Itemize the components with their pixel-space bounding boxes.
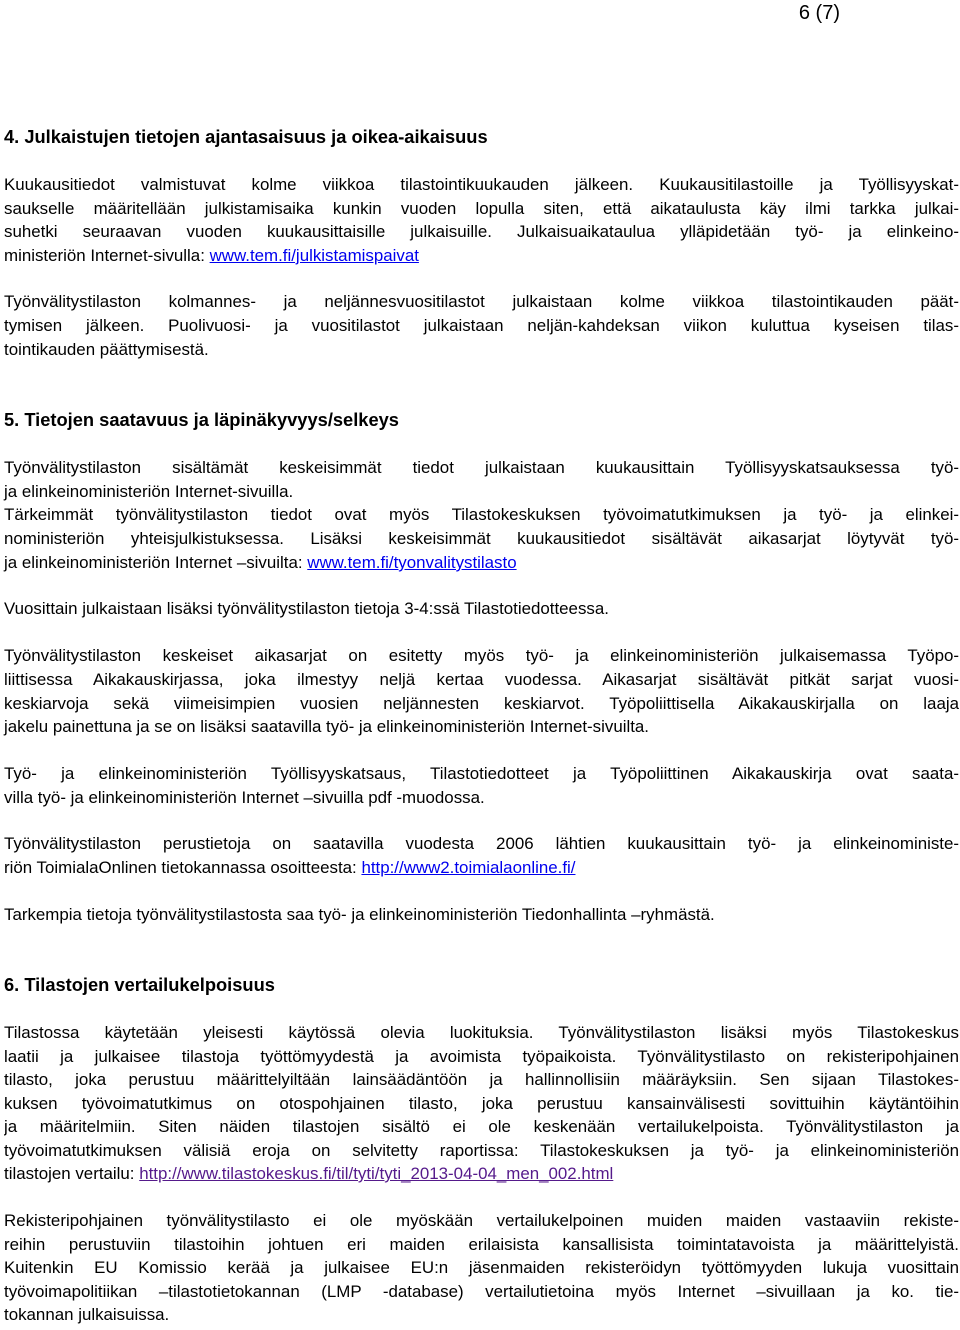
- paragraph-line: tilasto, joka perustuu määrittelyiltään lainsäädäntöön ja hallinnollisiin määräyksiin. Sen sijaan Tilastokes-: [4, 1070, 959, 1089]
- paragraph-line: noministeriön yhteisjulkistuksessa. Lisäksi keskeisimmät kuukausitiedot sisältävät aikasarjat löytyvät työ-: [4, 529, 959, 548]
- paragraph-text: riön ToimialaOnlinen tietokannassa osoitteesta:: [4, 858, 357, 877]
- paragraph-line: reihin perustuviin tilastoihin johtuen eri maiden erilaisista kansallisista toimintatavoista ja määrittelyistä.: [4, 1235, 959, 1254]
- paragraph-line: Työnvälitystilaston kolmannes- ja neljännesvuositilastot julkaistaan kolme viikkoa tilastointikauden päät-: [4, 292, 959, 311]
- section-5-heading: 5. Tietojen saatavuus ja läpinäkyvyys/selkeys: [4, 409, 399, 430]
- paragraph-line: [4, 551, 959, 575]
- paragraph-line: Tarkempia tietoja työnvälitystilastosta saa työ- ja elinkeinoministeriön Tiedonhallinta –ryhmästä.: [4, 905, 715, 924]
- tyonvalitystilasto-link[interactable]: www.tem.fi/tyonvalitystilasto: [307, 553, 517, 572]
- paragraph-line: työvoimapolitiikan –tilastotietokannan (LMP -database) vertailutietoina myös Internet –sivuillaan ja ko. tie-: [4, 1282, 959, 1301]
- paragraph-line: Kuukausitiedot valmistuvat kolme viikkoa tilastointikuukauden jälkeen. Kuukausitilastoille ja Työllisyyskat-: [4, 175, 959, 194]
- paragraph-line: [4, 856, 959, 880]
- paragraph-line: työvoimatutkimuksen välisiä eroja on selvitetty raportissa: Tilastokeskuksen ja työ- ja elinkeinoministeriön: [4, 1141, 959, 1160]
- julkistamispaivat-link[interactable]: www.tem.fi/julkistamispaivat: [209, 246, 419, 265]
- tilastokeskus-report-link[interactable]: http://www.tilastokeskus.fi/til/tyti/tyti_2013-04-04_men_002.html: [139, 1164, 614, 1183]
- paragraph-line: kuksen työvoimatutkimus on otospohjainen tilasto, joka perustuu kansainvälisesti sovittuihin käytäntöihin: [4, 1094, 959, 1113]
- paragraph-line: Työ- ja elinkeinoministeriön Työllisyyskatsaus, Tilastotiedotteet ja Työpoliittinen Aikakauskirja ovat saata-: [4, 764, 959, 783]
- page-number: 6 (7): [798, 2, 840, 24]
- paragraph-line: laatii ja julkaisee tilastoja työttömyydestä ja avoimista työpaikoista. Työnvälitystilasto on rekisteripohjainen: [4, 1047, 959, 1066]
- paragraph-line: liittisessa Aikakauskirjassa, joka ilmestyy neljä kertaa vuodessa. Aikasarjat sisältävät pitkät sarjat vuosi-: [4, 670, 959, 689]
- section-4-heading: 4. Julkaistujen tietojen ajantasaisuus ja oikea-aikaisuus: [4, 126, 488, 147]
- paragraph-line: keskiarvoja sekä viimeisimpien vuosien neljännesten keskiarvot. Työpoliittisella Aikakauskirjalla on laaja: [4, 694, 959, 713]
- section-6-heading: 6. Tilastojen vertailukelpoisuus: [4, 974, 275, 995]
- paragraph-line: Työnvälitystilaston perustietoja on saatavilla vuodesta 2006 lähtien kuukausittain työ- ja elinkeinoministe-: [4, 834, 959, 853]
- paragraph-line: Työnvälitystilaston sisältämät keskeisimmät tiedot julkaistaan kuukausittain Työllisyyskatsauksessa työ-: [4, 458, 959, 477]
- paragraph-line: jakelu painettuna ja se on lisäksi saatavilla työ- ja elinkeinoministeriön Internet-sivuilta.: [4, 717, 649, 736]
- paragraph-text: ja elinkeinoministeriön Internet –sivuilta:: [4, 553, 303, 572]
- paragraph-line: tymisen jälkeen. Puolivuosi- ja vuositilastot julkaistaan neljän-kahdeksan viikon kuluttua kyseisen tilas-: [4, 316, 959, 335]
- paragraph-line: Vuosittain julkaistaan lisäksi työnvälitystilaston tietoja 3-4:ssä Tilastotiedotteessa.: [4, 599, 609, 618]
- paragraph-line: Tärkeimmät työnvälitystilaston tiedot ovat myös Tilastokeskuksen työvoimatutkimuksen ja työ- ja elinkei-: [4, 505, 959, 524]
- paragraph-text: tilastojen vertailu:: [4, 1164, 135, 1183]
- paragraph-text: ministeriön Internet-sivulla:: [4, 246, 205, 265]
- paragraph-line: saukselle määritellään julkistamisaika kunkin vuoden lopulla siten, että aikataulusta käy ilmi tarkka julkai-: [4, 199, 959, 218]
- paragraph-line: tokannan julkaisuissa.: [4, 1305, 170, 1324]
- paragraph-line: [4, 1162, 959, 1186]
- paragraph-line: [4, 244, 959, 268]
- paragraph-line: Kuitenkin EU Komissio kerää ja julkaisee EU:n jäsenmaiden rekisteröidyn työttömyyden lukuja vuosittain: [4, 1258, 959, 1277]
- paragraph-line: tointikauden päättymisestä.: [4, 340, 209, 359]
- toimialaonline-link[interactable]: http://www2.toimialaonline.fi/: [361, 858, 576, 877]
- paragraph-line: Työnvälitystilaston keskeiset aikasarjat on esitetty myös työ- ja elinkeinoministeriön julkaisemassa Työpo-: [4, 646, 959, 665]
- paragraph-line: Rekisteripohjainen työnvälitystilasto ei ole myöskään vertailukelpoinen muiden maiden vastaaviin rekiste-: [4, 1211, 959, 1230]
- paragraph-line: ja määritelmiin. Siten näiden tilastojen sisältö ei ole keskenään vertailukelpoista. Työnvälitystilaston ja: [4, 1117, 959, 1136]
- paragraph-line: suhetki seuraavan vuoden kuukausittaisille julkaisuille. Julkaisuaikataulua ylläpidetään työ- ja elinkeino-: [4, 222, 959, 241]
- paragraph-line: villa työ- ja elinkeinoministeriön Internet –sivuilla pdf -muodossa.: [4, 788, 485, 807]
- paragraph-line: ja elinkeinoministeriön Internet-sivuilla.: [4, 482, 294, 501]
- paragraph-line: Tilastossa käytetään yleisesti käytössä olevia luokituksia. Työnvälitystilaston lisäksi myös Tilastokeskus: [4, 1023, 959, 1042]
